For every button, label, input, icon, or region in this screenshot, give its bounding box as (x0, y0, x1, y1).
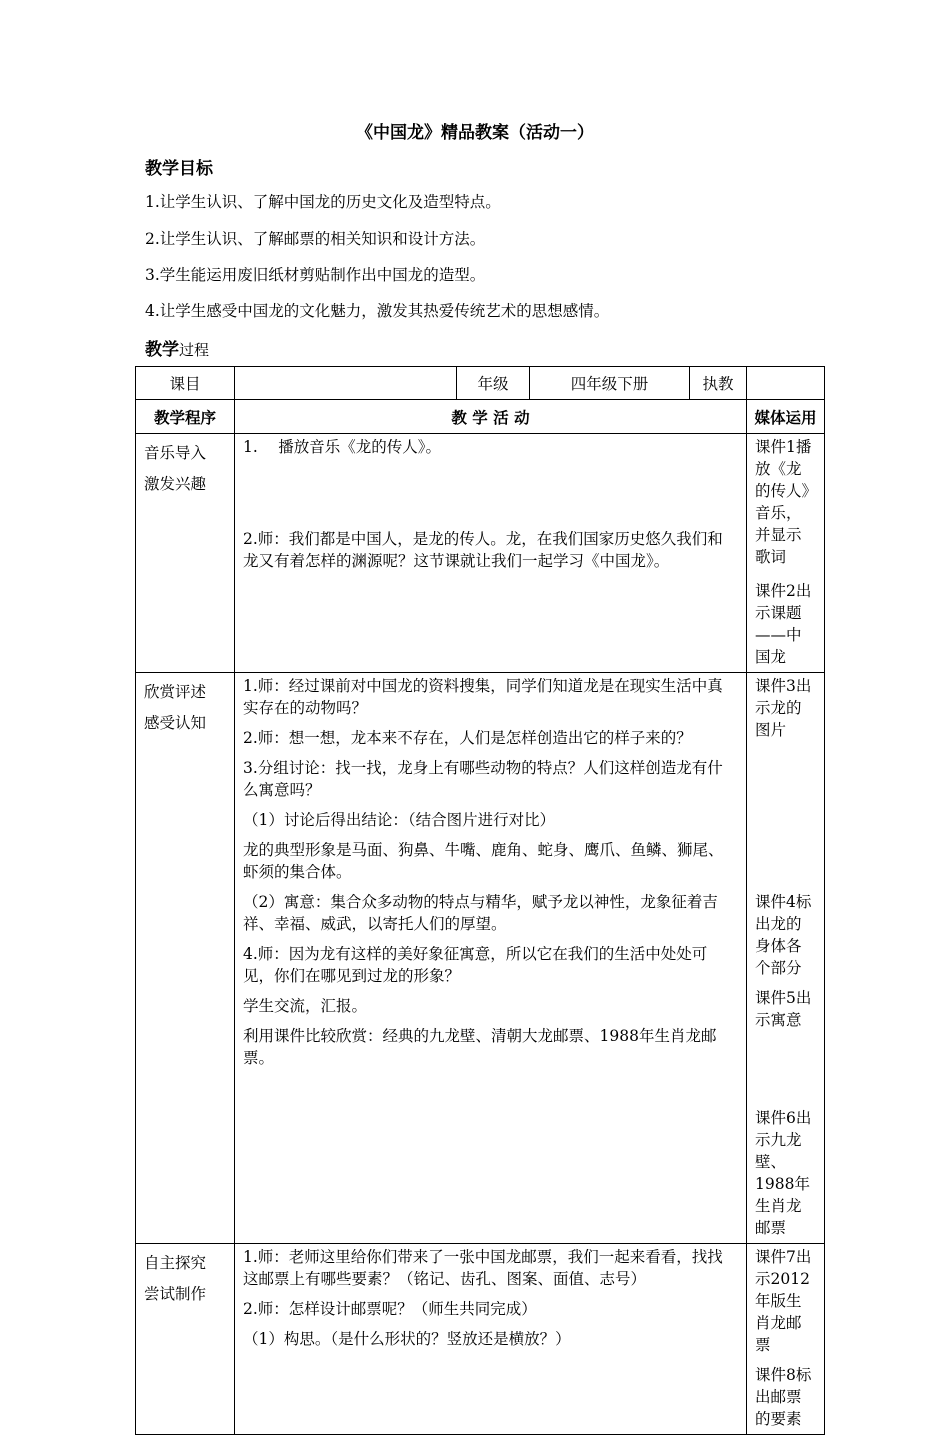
program-line: 尝试制作 (144, 1285, 207, 1303)
goal-item: 2.让学生认识、了解邮票的相关知识和设计方法。 (145, 230, 486, 248)
activity-paragraph: 1.师：老师这里给你们带来了一张中国龙邮票，我们一起来看看，找找这邮票上有哪些要素？（铭记、齿孔、图案、面值、志号） (243, 1248, 723, 1288)
media-cell (747, 434, 825, 673)
col-media-header: 媒体运用 (747, 400, 825, 434)
course-label: 课目 (136, 367, 235, 400)
process-heading-bold: 教学 (145, 340, 179, 360)
program-line: 激发兴趣 (144, 475, 207, 493)
activity-paragraph: 2.师：想一想，龙本来不存在，人们是怎样创造出它的样子来的？ (243, 729, 692, 747)
media-note: 课件4标出龙的身体各个部分 (755, 893, 812, 977)
grade-value: 四年级下册 (530, 367, 690, 400)
teacher-value (747, 367, 825, 400)
document-title: 《中国龙》精品教案（活动一） (356, 123, 594, 143)
media-note: 课件2出示课题——中国龙 (755, 582, 812, 666)
info-row (136, 367, 825, 400)
media-note: 课件5出示寓意 (755, 989, 812, 1029)
activity-paragraph: 学生交流，汇报。 (243, 997, 368, 1015)
activity-paragraph: （1）讨论后得出结论：（结合图片进行对比） (243, 811, 556, 829)
lesson-table (135, 366, 825, 1435)
activity-paragraph: 1. 播放音乐《龙的传人》。 (243, 438, 441, 456)
program-line: 感受认知 (144, 714, 207, 732)
media-cell (747, 1244, 825, 1435)
media-note: 课件8标出邮票的要素 (755, 1366, 812, 1428)
goal-item: 4.让学生感受中国龙的文化魅力，激发其热爱传统艺术的思想感情。 (145, 302, 610, 320)
media-cell (747, 673, 825, 1244)
media-note: 课件6出示九龙壁、1988年生肖龙邮票 (755, 1109, 812, 1237)
activity-paragraph: （2）寓意：集合众多动物的特点与精华，赋予龙以神性，龙象征着吉祥、幸福、威武，以寄托人们的厚望。 (243, 893, 718, 933)
goal-item: 1.让学生认识、了解中国龙的历史文化及造型特点。 (145, 193, 501, 211)
activity-paragraph: （1）构思。（是什么形状的？竖放还是横放？） (243, 1330, 571, 1348)
course-value (235, 367, 457, 400)
teacher-label: 执教 (690, 367, 747, 400)
grade-label: 年级 (457, 367, 530, 400)
media-note: 课件3出示龙的图片 (755, 677, 812, 739)
activity-paragraph: 龙的典型形象是马面、狗鼻、牛嘴、鹿角、蛇身、鹰爪、鱼鳞、狮尾、虾须的集合体。 (243, 841, 724, 881)
col-program-header: 教学程序 (136, 400, 235, 434)
program-cell (136, 1244, 235, 1435)
program-line: 欣赏评述 (144, 683, 207, 701)
table-row (136, 434, 825, 673)
program-cell (136, 434, 235, 673)
activity-paragraph: 3.分组讨论：找一找，龙身上有哪些动物的特点？人们这样创造龙有什么寓意吗？ (243, 759, 723, 799)
process-heading (145, 335, 209, 360)
col-activity-header: 教 学 活 动 (235, 400, 747, 434)
media-note: 课件1播放《龙的传人》音乐，并显示歌词 (755, 438, 812, 566)
program-line: 自主探究 (144, 1254, 207, 1272)
activity-paragraph: 1.师：经过课前对中国龙的资料搜集，同学们知道龙是在现实生活中真实存在的动物吗？ (243, 677, 723, 717)
activity-paragraph: 4.师：因为龙有这样的美好象征寓意，所以它在我们的生活中处处可见，你们在哪见到过龙的形象？ (243, 945, 708, 985)
program-cell (136, 673, 235, 1244)
activity-cell (235, 673, 747, 1244)
table-row (136, 1244, 825, 1435)
activity-paragraph: 2.师：我们都是中国人，是龙的传人。龙，在我们国家历史悠久我们和龙又有着怎样的渊源呢？这节课就让我们一起学习《中国龙》。 (243, 530, 723, 570)
activity-paragraph: 利用课件比较欣赏：经典的九龙壁、清朝大龙邮票、1988年生肖龙邮票。 (243, 1027, 717, 1067)
activity-paragraph: 2.师：怎样设计邮票呢？（师生共同完成） (243, 1300, 537, 1318)
program-line: 音乐导入 (144, 444, 207, 462)
process-heading-light: 过程 (179, 341, 210, 359)
goal-item: 3.学生能运用废旧纸材剪贴制作出中国龙的造型。 (145, 266, 486, 284)
goals-heading: 教学目标 (145, 159, 213, 179)
header-row (136, 400, 825, 434)
media-note: 课件7出示2012年版生肖龙邮票 (755, 1248, 812, 1354)
activity-cell (235, 1244, 747, 1435)
activity-cell (235, 434, 747, 673)
table-row (136, 673, 825, 1244)
